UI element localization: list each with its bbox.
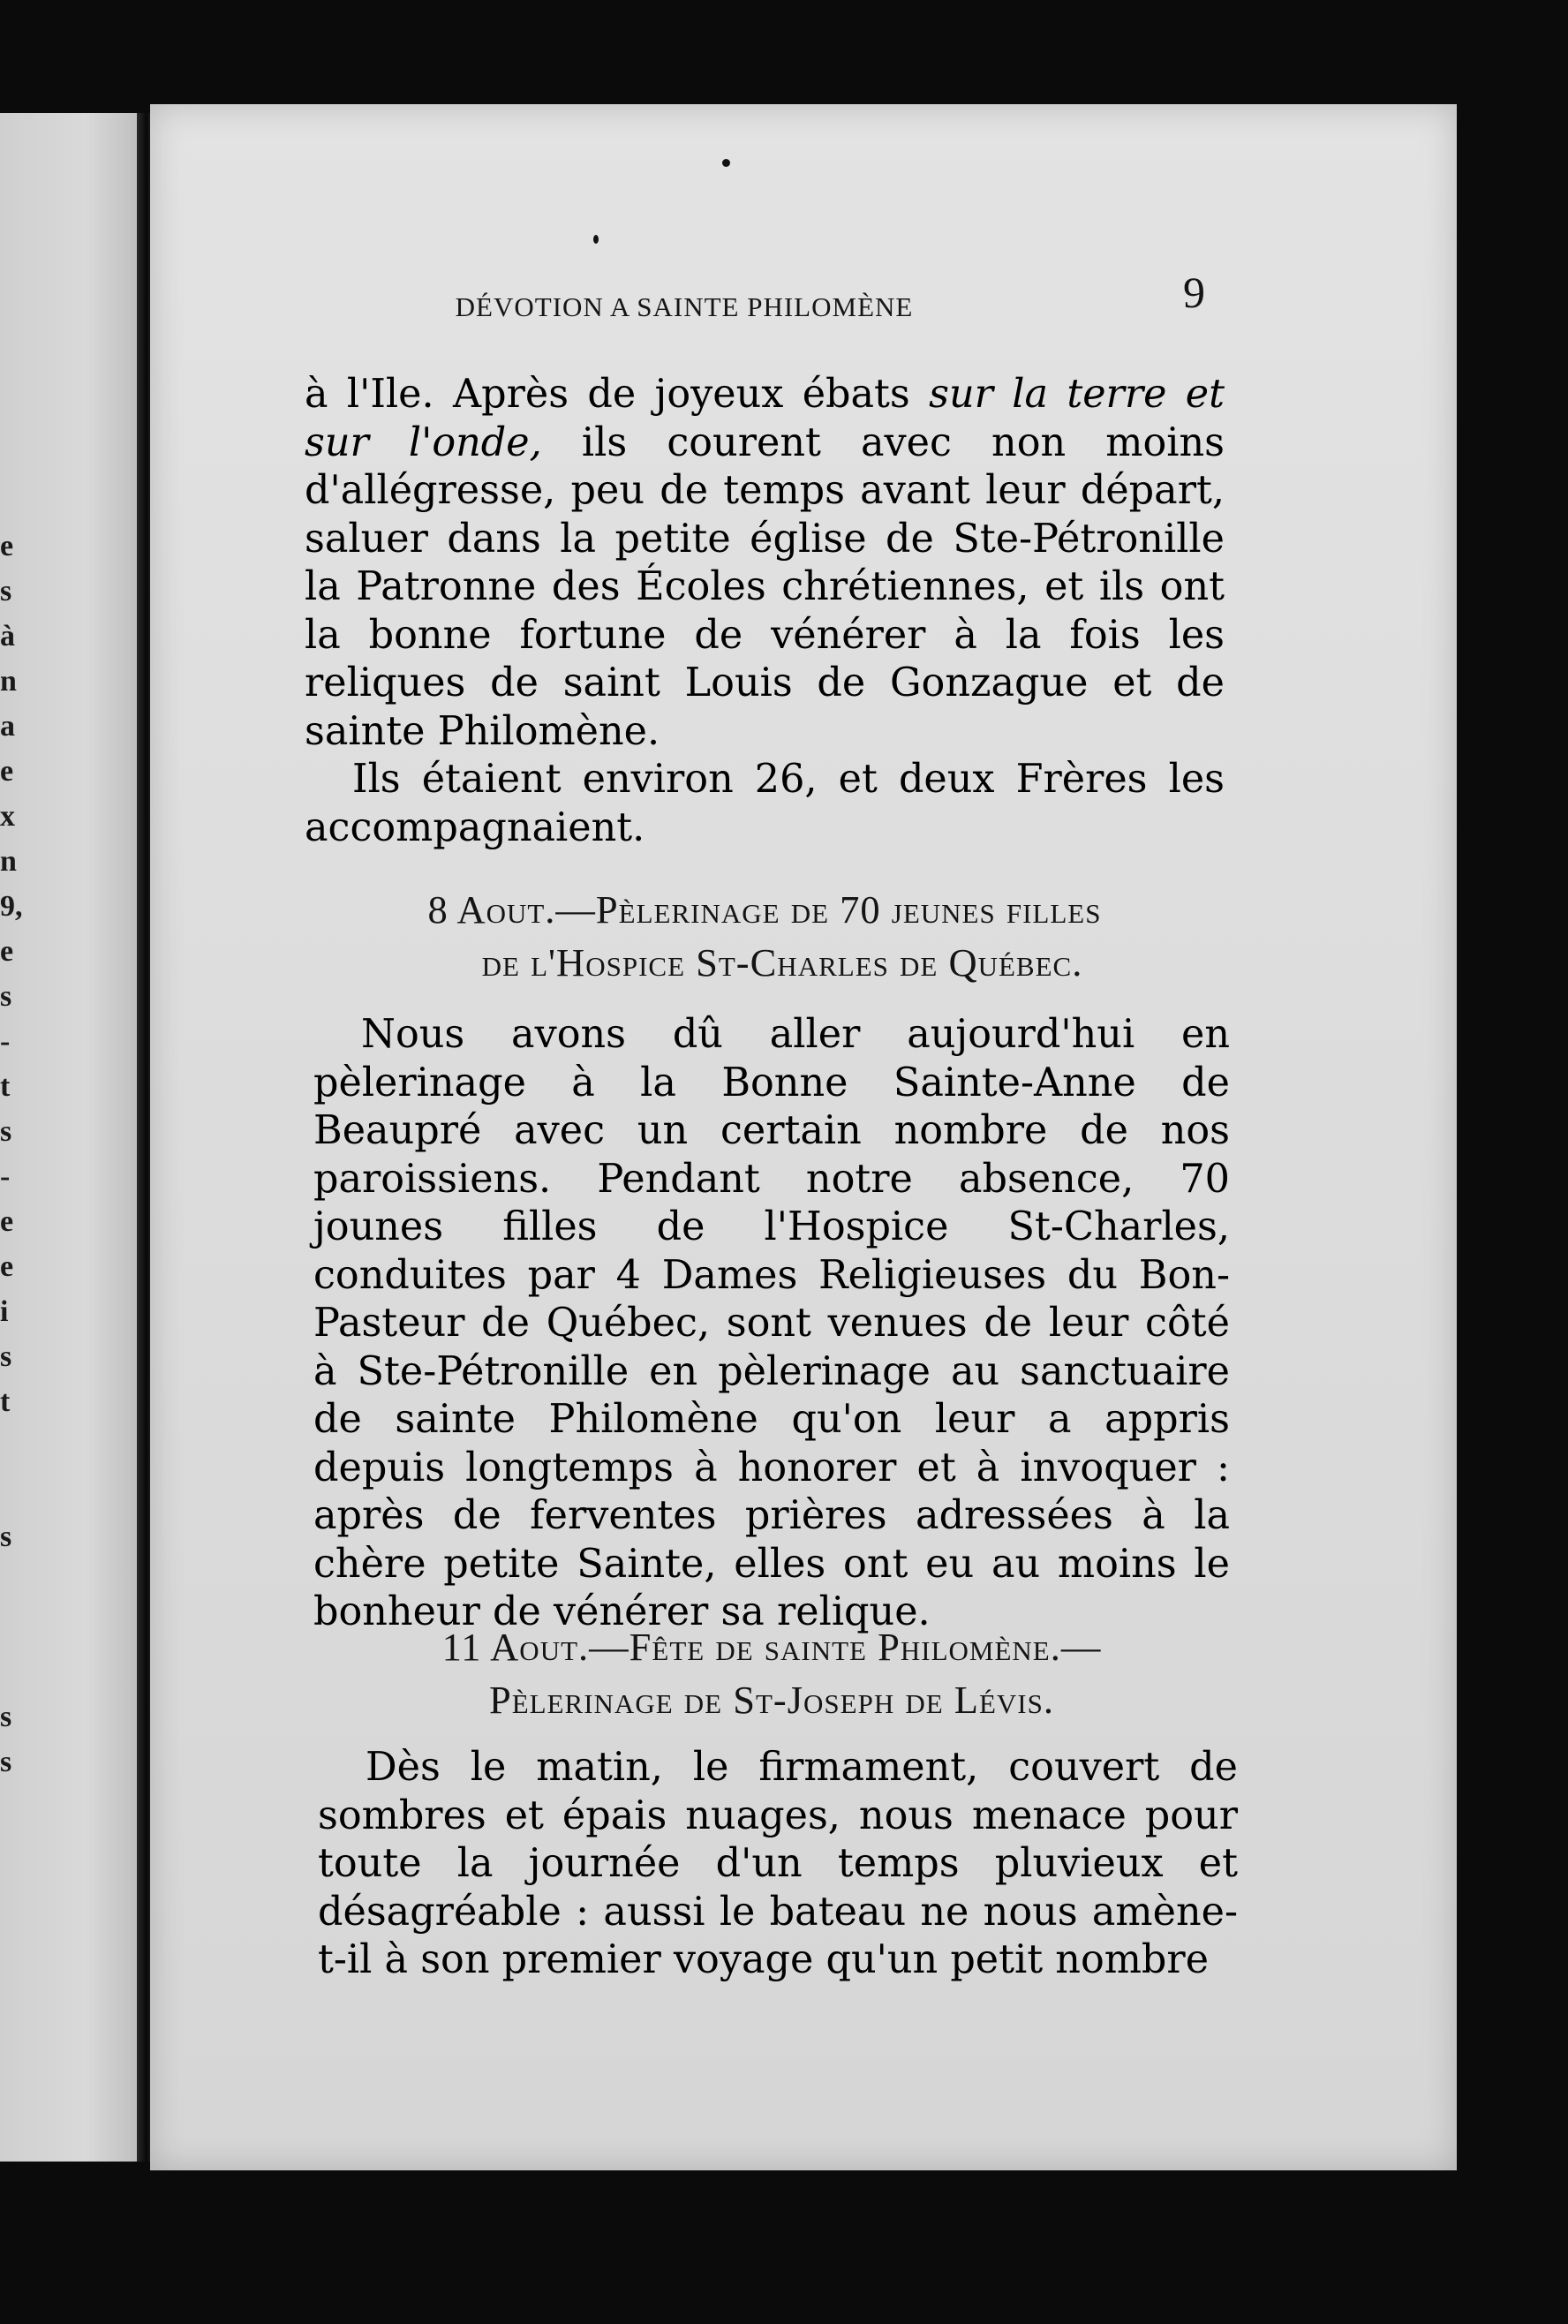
- paragraph-1-end: ils courent avec non moins d'allégresse, peu de temps avant leur départ, saluer dans la petite église de Ste-Pétronille la Patronne des Écoles chrétiennes, et ils ont la bonne fortune de vénérer à la fois les reliques de saint Louis de Gonzague et de sainte Philomène.: [305, 419, 1225, 754]
- left-page-edge-letter: -: [0, 1160, 11, 1193]
- paragraph-3: Nous avons dû aller aujourd'hui en pèlerinage à la Bonne Sainte-Anne de Beaupré avec un certain nombre de nos paroissiens. Pendant notre absence, 70 jounes filles de l'Hospice St-Charles, conduites par 4 Dames Religieuses du Bon-Pasteur de Québec, sont venues de leur côté à Ste-Pétronille en pèlerinage au sanctuaire de sainte Philomène qu'on leur a appris depuis longtemps à honorer et à invoquer : après de ferventes prières adressées à la chère petite Sainte, elles ont eu au moins le bonheur de vénérer sa relique.: [313, 1012, 1230, 1634]
- left-page-edge-letter: e: [0, 1250, 14, 1283]
- left-page-edge-letter: [0, 1649, 25, 1694]
- left-page-edge-letter: e: [0, 530, 14, 562]
- section-heading-2-line2: Pèlerinage de St-Joseph de Lévis.: [488, 1678, 1054, 1722]
- left-page-edge-letter: e: [0, 1205, 14, 1238]
- left-page-edge-letter: 9,: [0, 890, 23, 923]
- ink-speck: [593, 235, 599, 244]
- left-page-edge-letter: s: [0, 1520, 12, 1553]
- left-page-edge-letter: t: [0, 1070, 11, 1103]
- paragraph-1: [305, 371, 1225, 756]
- left-page-edge-letter: s: [0, 980, 12, 1013]
- left-page-edge-letter: [0, 1559, 25, 1604]
- left-page-edge-letter: s: [0, 1746, 12, 1778]
- text-block-1: [305, 371, 1225, 852]
- text-block-2: [313, 1011, 1230, 1637]
- page-number: 9: [1183, 268, 1205, 317]
- left-page-edge-letter: [0, 1469, 25, 1514]
- left-page-edge-letter: a: [0, 710, 15, 743]
- left-page-edge-letter: x: [0, 800, 15, 833]
- left-page-edge-letter: s: [0, 1115, 12, 1148]
- paragraph-2: Ils étaient environ 26, et deux Frères les accompagnaient.: [305, 757, 1225, 850]
- ink-speck: [722, 159, 730, 167]
- left-page-edge-letter: s: [0, 575, 12, 607]
- paragraph-1-italic: sur la terre et sur l'onde,: [305, 372, 1225, 465]
- paragraph-4: Dès le matin, le firmament, couvert de sombres et épais nuages, nous menace pour toute la journée d'un temps pluvieux et désagréable : aussi le bateau ne nous amène-t-il à son premier voyage qu'un petit nombre: [318, 1745, 1238, 1982]
- left-page-edge: [0, 113, 143, 2162]
- section-heading-1-line2: de l'Hospice St-Charles de Québec.: [481, 940, 1083, 985]
- section-heading-2-line1: 11 Aout.—Fête de sainte Philomène.—: [441, 1625, 1102, 1669]
- left-page-edge-letter: e: [0, 755, 14, 788]
- left-page-edge-letter: s: [0, 1701, 12, 1733]
- left-page-edge-letters: [0, 524, 25, 1784]
- heading-block-1: [305, 883, 1225, 989]
- section-heading-1-line1: 8 Aout.—Pèlerinage de 70 jeunes filles: [427, 887, 1102, 932]
- paragraph-1-start: à l'Ile. Après de joyeux ébats: [305, 372, 930, 417]
- left-page-edge-letter: e: [0, 935, 14, 968]
- left-page-edge-letter: à: [0, 620, 15, 653]
- running-header: DÉVOTION A SAINTE PHILOMÈNE: [455, 291, 914, 322]
- text-block-3: [318, 1744, 1238, 1985]
- left-page-edge-letter: i: [0, 1295, 9, 1328]
- heading-block-2: [313, 1620, 1230, 1726]
- left-page-edge-letter: n: [0, 665, 17, 698]
- left-page-edge-letter: n: [0, 845, 17, 878]
- left-page-edge-letter: [0, 1604, 25, 1649]
- left-page-edge-letter: [0, 1424, 25, 1469]
- left-page-edge-letter: s: [0, 1340, 12, 1373]
- left-page-edge-letter: -: [0, 1025, 11, 1058]
- left-page-edge-letter: t: [0, 1385, 11, 1418]
